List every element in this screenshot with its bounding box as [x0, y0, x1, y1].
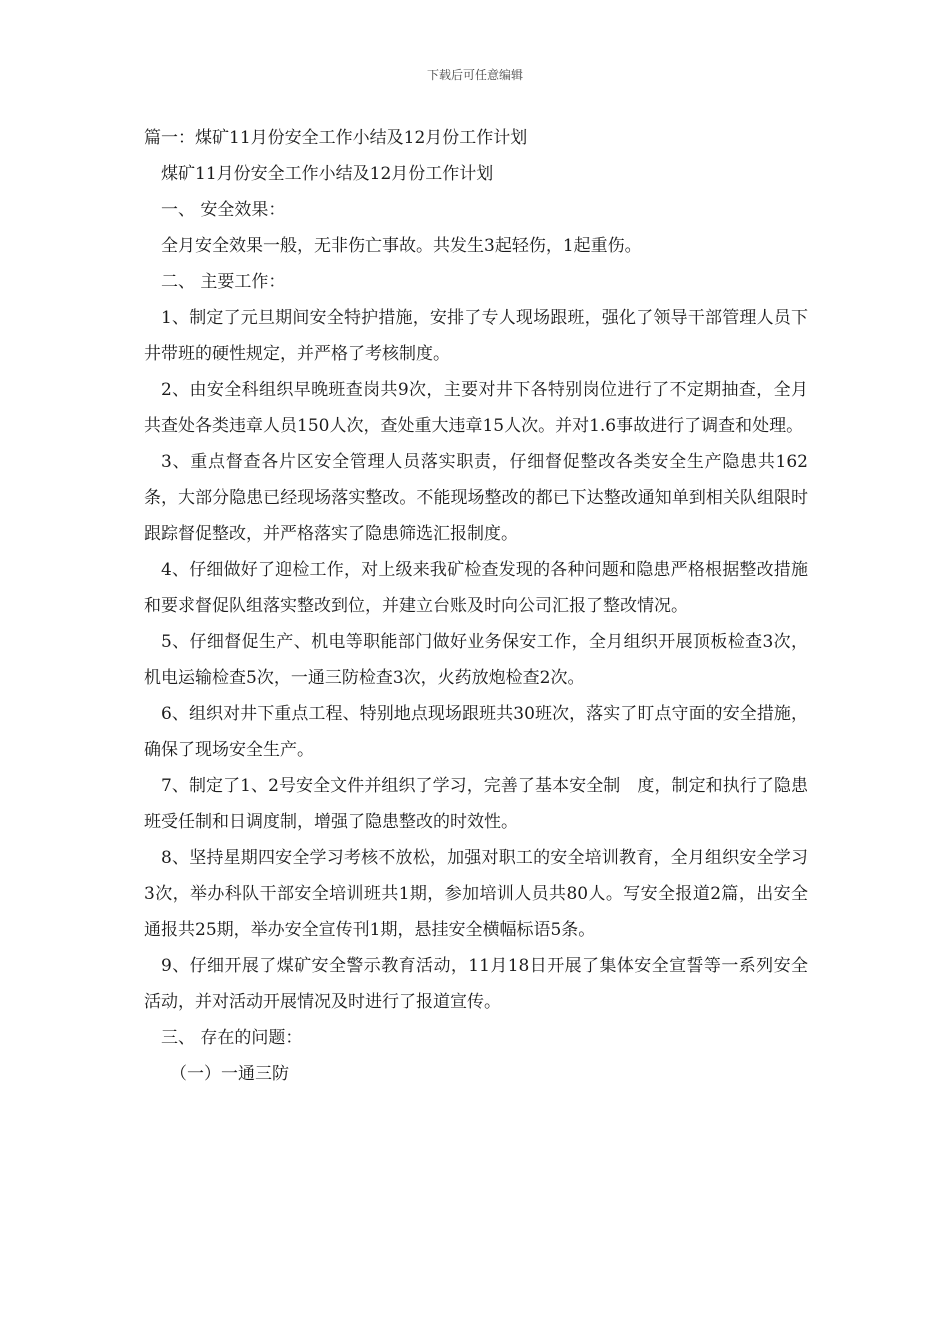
work-item-7: 7、制定了1、2号安全文件并组织了学习，完善了基本安全制 度，制定和执行了隐患班受任制和日调度制，增强了隐患整改的时效性。 [144, 776, 808, 832]
work-item-6: 6、组织对井下重点工程、特别地点现场跟班共30班次，落实了盯点守面的安全措施，确保了现场安全生产。 [144, 704, 808, 760]
document-subtitle: 煤矿11月份安全工作小结及12月份工作计划 [161, 164, 494, 184]
work-item-3: 3、重点督查各片区安全管理人员落实职责，仔细督促整改各类安全生产隐患共162条，大部分隐患已经现场落实整改。不能现场整改的都已下达整改通知单到相关队组限时跟踪督促整改，并严格落实了隐患筛选汇报制度。 [144, 452, 808, 544]
work-item-4: 4、仔细做好了迎检工作，对上级来我矿检查发现的各种问题和隐患严格根据整改措施和要求督促队组落实整改到位，并建立台账及时向公司汇报了整改情况。 [144, 560, 808, 616]
work-item-5: 5、仔细督促生产、机电等职能部门做好业务保安工作，全月组织开展顶板检查3次，机电运输检查5次，一通三防检查3次，火药放炮检查2次。 [144, 632, 808, 688]
work-item-8: 8、坚持星期四安全学习考核不放松，加强对职工的安全培训教育，全月组织安全学习3次，举办科队干部安全培训班共1期，参加培训人员共80人。写安全报道2篇，出安全通报共25期，举办安全宣传刊1期，悬挂安全横幅标语5条。 [144, 848, 808, 940]
section-heading-results: 一、 安全效果： [161, 200, 286, 220]
work-item-9: 9、仔细开展了煤矿安全警示教育活动，11月18日开展了集体安全宣誓等一系列安全活动，并对活动开展情况及时进行了报道宣传。 [144, 956, 808, 1012]
section-heading-main-work: 二、 主要工作： [161, 272, 286, 292]
section-text-results: 全月安全效果一般，无非伤亡事故。共发生3起轻伤，1起重伤。 [161, 236, 642, 256]
page-header-note: 下载后可任意编辑 [426, 68, 523, 82]
work-item-2: 2、由安全科组织早晚班查岗共9次，主要对井下各特别岗位进行了不定期抽查，全月共查处各类违章人员150人次，查处重大违章15人次。并对1.6事故进行了调查和处理。 [144, 380, 808, 436]
work-item-1: 1、制定了元旦期间安全特护措施，安排了专人现场跟班，强化了领导干部管理人员下井带班的硬性规定，并严格了考核制度。 [144, 308, 808, 364]
document-body [144, 120, 808, 1092]
subsection-heading-ventilation: （一）一通三防 [170, 1064, 289, 1084]
document-title: 篇一：煤矿11月份安全工作小结及12月份工作计划 [144, 128, 528, 148]
section-heading-problems: 三、 存在的问题： [161, 1028, 303, 1048]
